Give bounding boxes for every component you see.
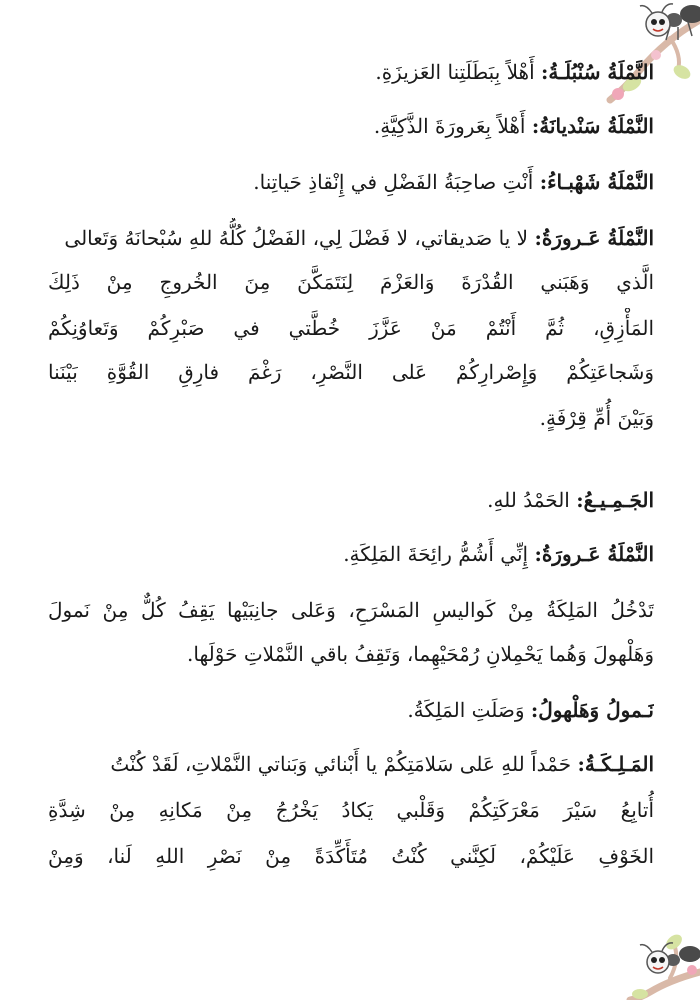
speaker-name: الجَـمِـيـعُ: (576, 488, 654, 512)
dialogue-line (48, 690, 654, 730)
dialogue-line (48, 106, 654, 146)
speech-continuation: وَشَجاعَتِكُمْ وَإِصْرارِكُمْ عَلى النَّصْرِ، رَغْمَ فارِقِ القُوَّةِ بَيْنَنا (48, 360, 654, 384)
dialogue-line (48, 162, 654, 202)
speaker-name: النَّمْلَةُ عَـرورَةُ: (534, 542, 654, 566)
dialogue-line (48, 480, 654, 520)
speech-text: أَهْلاً بِعَرورَةَ الذَّكِيَّةِ. (373, 114, 526, 138)
speech-continuation: المَأْزِقِ، ثُمَّ أَنْتُمْ مَنْ عَزَّزَ خُطَّتي في صَبْرِكُمْ وَتَعاوُنِكُمْ (48, 316, 654, 340)
speech-text: أَهْلاً بِبَطَلَتِنا العَزيزَةِ. (375, 60, 535, 84)
speaker-name: النَّمْلَةُ شَهْبـاءُ: (539, 170, 654, 194)
dialogue-line (48, 52, 654, 92)
speaker-name: النَّمْلَةُ عَـرورَةُ: (534, 226, 654, 250)
ant-on-branch-illustration (570, 910, 700, 1000)
speech-text: إِنِّي أَشُمُّ رائِحَةَ المَلِكَةِ. (343, 542, 529, 566)
stage-direction: تَدْخُلُ المَلِكَةُ مِنْ كَواليسِ المَسْرَحِ، وَعَلى جانِبَيْها يَقِفُ كُلٌّ مِنْ نَمولَ (48, 598, 654, 622)
dialogue-line (48, 534, 654, 574)
dialogue-line (48, 218, 654, 258)
speech-text: وَصَلَتِ المَلِكَةُ. (407, 698, 525, 722)
speech-text: لا يا صَديقاتي، لا فَضْلَ لِي، الفَضْلُ كُلُّهُ للهِ سُبْحانَهُ وَتَعالى (64, 226, 529, 250)
speech-text: حَمْداً للهِ عَلى سَلامَتِكُمْ يا أَبْنائي وَبَناتي النَّمْلاتِ، لَقَدْ كُنْتُ (110, 752, 572, 776)
speaker-name: النَّمْلَةُ سُنْبُلَـةُ: (541, 60, 654, 84)
speech-continuation: الخَوْفِ عَلَيْكُمْ، لَكِنَّني كُنْتُ مُتَأَكِّدَةً مِنْ نَصْرِ اللهِ لَنا، وَمِنْ (48, 844, 654, 868)
speech-text: أَنْتِ صاحِبَةُ الفَضْلِ في إِنْقاذِ حَياتِنا. (253, 170, 534, 194)
speech-continuation: أُتابِعُ سَيْرَ مَعْرَكَتِكُمْ وَقَلْبي يَكادُ يَخْرُجُ مِنْ مَكانِهِ مِنْ شِدَّةِ (48, 798, 654, 822)
speaker-name: النَّمْلَةُ سَنْديانَةُ: (531, 114, 654, 138)
speech-continuation: الَّذي وَهَبَني القُدْرَةَ وَالعَزْمَ لِنَتَمَكَّنَ مِنَ الخُروجِ مِنْ ذَلِكَ (48, 270, 654, 294)
stage-direction: وَهَلْهولَ وَهُما يَحْمِلانِ رُمْحَيْهِما، وَتَقِفُ باقي النَّمْلاتِ حَوْلَها. (187, 642, 654, 666)
speaker-name: نَـمولُ وَهَلْهولُ: (530, 698, 654, 722)
dialogue-line (48, 744, 654, 784)
speech-continuation: وَبَيْنَ أُمِّ قِرْفَةٍ. (539, 406, 654, 430)
speech-text: الحَمْدُ للهِ. (487, 488, 570, 512)
speaker-name: المَـلِـكَـةُ: (577, 752, 654, 776)
